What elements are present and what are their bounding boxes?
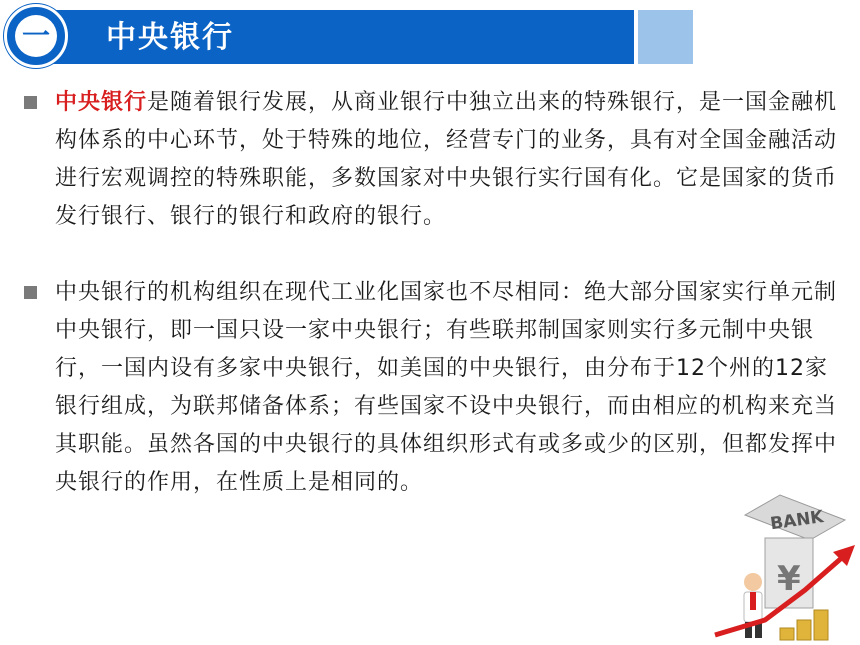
paragraph-1: [55, 84, 845, 236]
paragraph-2: [55, 274, 845, 502]
bank-sign-text: BANK: [768, 507, 825, 535]
section-number: 一: [21, 19, 50, 52]
header-accent-block: [638, 10, 693, 64]
highlight-term: 中央银行: [55, 90, 148, 115]
paragraph-1-text: 是随着银行发展，从商业银行中独立出来的特殊银行，是一国金融机构体系的中心环节，处于特殊的地位，经营专门的业务，具有对全国金融活动进行宏观调控的特殊职能，多数国家对中央银行实行国有化。它是国家的货币发行银行、银行的银行和政府的银行。: [55, 90, 838, 229]
yen-icon: ¥: [777, 559, 801, 599]
bank-clipart-image: [705, 470, 860, 645]
page-title: 中央银行: [106, 20, 234, 55]
bullet-marker-2: [24, 286, 37, 299]
bullet-marker-1: [24, 96, 37, 109]
section-number-badge: [4, 4, 68, 68]
paragraph-2-text: 中央银行的机构组织在现代工业化国家也不尽相同：绝大部分国家实行单元制中央银行，即一国只设一家中央银行；有些联邦制国家则实行多元制中央银行，一国内设有多家中央银行，如美国的中央银行，由分布于12个州的12家银行组成，为联邦储备体系；有些国家不设中央银行，而由相应的机构来充当其职能。虽然各国的中央银行的具体组织形式有或多或少的区别，但都发挥中央银行的作用，在性质上是相同的。: [55, 280, 838, 495]
